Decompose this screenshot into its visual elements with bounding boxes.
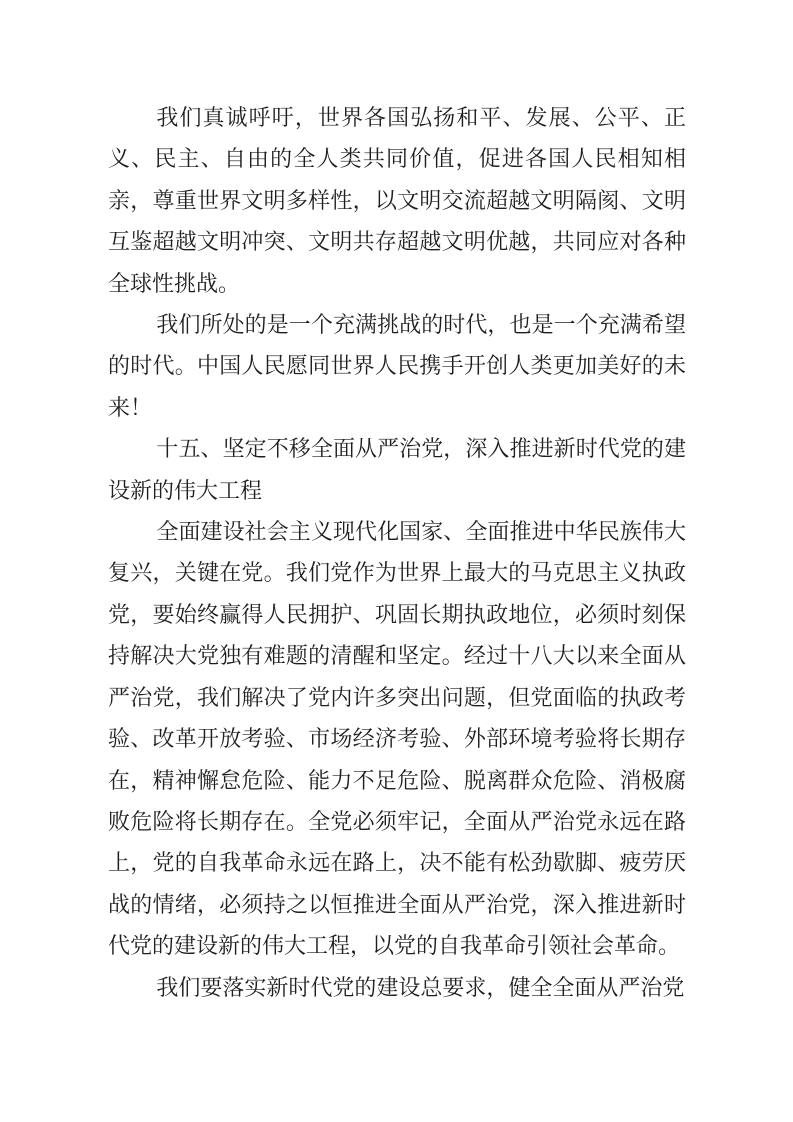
document-text-block xyxy=(108,97,686,1008)
paragraph-common-values: 我们真诚呼吁，世界各国弘扬和平、发展、公平、正义、民主、自由的全人类共同价值，促进各国人民相知相亲，尊重世界文明多样性，以文明交流超越文明隔阂、文明互鉴超越文明冲突、文明共存超越文明优越，共同应对各种全球性挑战。 xyxy=(108,105,686,296)
paragraph-party-self-revolution: 全面建设社会主义现代化国家、全面推进中华民族伟大复兴，关键在党。我们党作为世界上最大的马克思主义执政党，要始终赢得人民拥护、巩固长期执政地位，必须时刻保持解决大党独有难题的清醒和坚定。经过十八大以来全面从严治党，我们解决了党内许多突出问题，但党面临的执政考验、改革开放考验、市场经济考验、外部环境考验将长期存在，精神懈怠危险、能力不足危险、脱离群众危险、消极腐败危险将长期存在。全党必须牢记，全面从严治党永远在路上，党的自我革命永远在路上，决不能有松劲歇脚、疲劳厌战的情绪，必须持之以恒推进全面从严治党，深入推进新时代党的建设新的伟大工程，以党的自我革命引领社会革命。 xyxy=(108,519,686,959)
paragraph-era-of-hope: 我们所处的是一个充满挑战的时代，也是一个充满希望的时代。中国人民愿同世界人民携手开创人类更加美好的未来！ xyxy=(108,312,686,420)
section-heading-fifteen: 十五、坚定不移全面从严治党，深入推进新时代党的建设新的伟大工程 xyxy=(108,436,686,503)
paragraph-party-building-requirements: 我们要落实新时代党的建设总要求，健全全面从严治党 xyxy=(156,974,685,1000)
